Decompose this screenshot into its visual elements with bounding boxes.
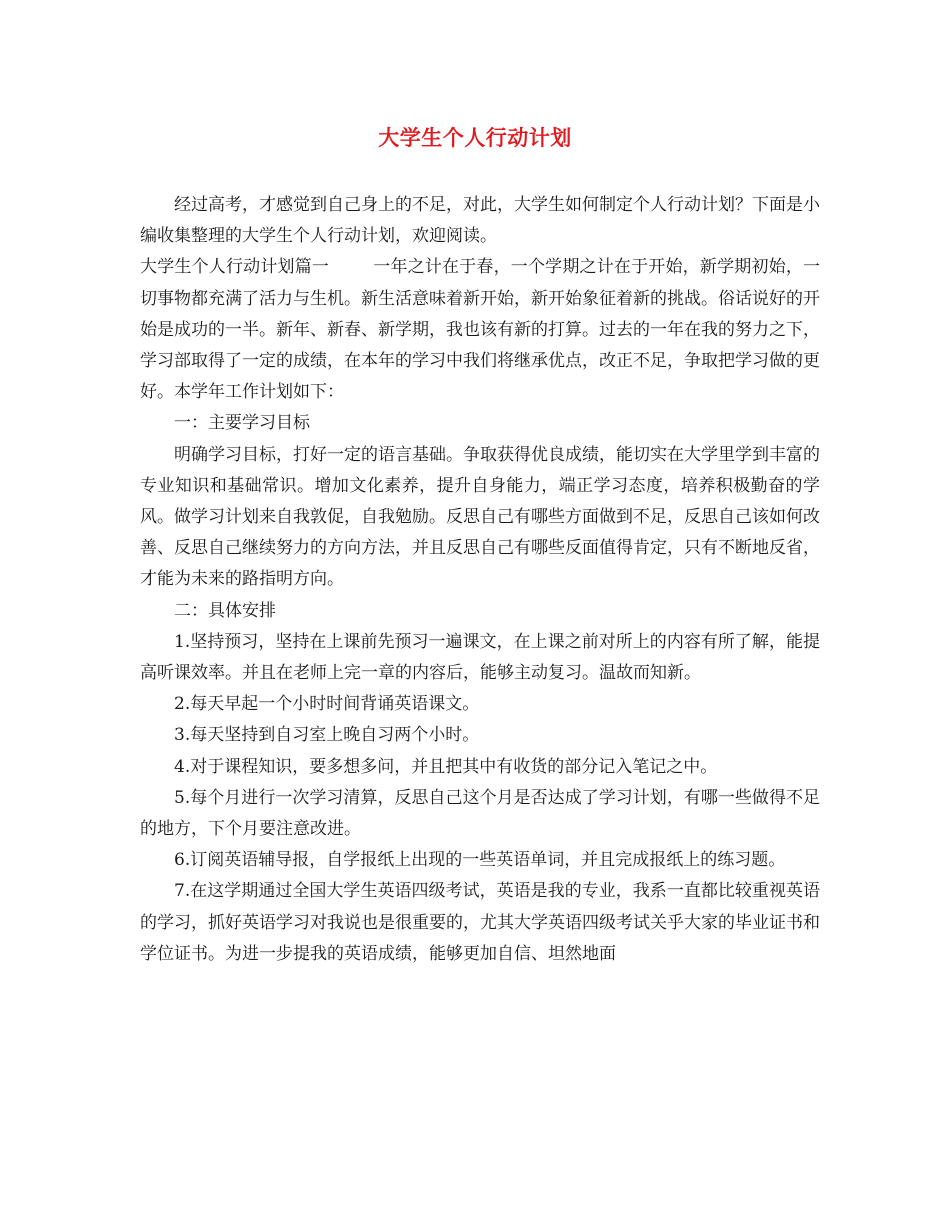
document-title: 大学生个人行动计划 <box>378 125 572 150</box>
heading-goals: 一：主要学习目标 <box>174 413 310 434</box>
section-heading: 大学生个人行动计划篇一 <box>140 257 330 278</box>
goal-paragraph: 明确学习目标，打好一定的语言基础。争取获得优良成绩，能切实在大学里学到丰富的专业知识和基础常识。增加文化素养，提升自身能力，端正学习态度，培养积极勤奋的学风。做学习计划来自我敦促，自我勉励。反思自己有哪些方面做到不足，反思自己该如何改善、反思自己继续努力的方向方法，并且反思自己有哪些反面值得肯定，只有不断地反省，才能为未来的路指明方向。 <box>140 444 820 590</box>
document-body <box>140 190 820 970</box>
intro-paragraph: 经过高考，才感觉到自己身上的不足，对此，大学生如何制定个人行动计划？下面是小编收集整理的大学生个人行动计划，欢迎阅读。 <box>140 195 820 247</box>
list-item: 7.在这学期通过全国大学生英语四级考试，英语是我的专业，我系一直都比较重视英语的学习，抓好英语学习对我说也是很重要的，尤其大学英语四级考试关乎大家的毕业证书和学位证书。为进一步提我的英语成绩，能够更加自信、坦然地面 <box>140 881 820 964</box>
list-item: 1.坚持预习，坚持在上课前先预习一遍课文，在上课之前对所上的内容有所了解，能提高听课效率。并且在老师上完一章的内容后，能够主动复习。温故而知新。 <box>140 631 820 684</box>
list-item: 4.对于课程知识，要多想多问，并且把其中有收货的部分记入笔记之中。 <box>174 756 718 777</box>
list-item: 3.每天坚持到自习室上晚自习两个小时。 <box>174 725 480 746</box>
list-item: 2.每天早起一个小时时间背诵英语课文。 <box>174 694 480 715</box>
heading-arrangement: 二：具体安排 <box>174 600 276 621</box>
list-item: 5.每个月进行一次学习清算，反思自己这个月是否达成了学习计划，有哪一些做得不足的地方，下个月要注意改进。 <box>140 787 820 840</box>
section-body: 一年之计在于春，一个学期之计在于开始，新学期初始，一切事物都充满了活力与生机。新生活意味着新开始，新开始象征着新的挑战。俗话说好的开始是成功的一半。新年、新春、新学期，我也该有新的打算。过去的一年在我的努力之下，学习部取得了一定的成绩，在本年的学习中我们将继承优点，改正不足，争取把学习做的更好。本学年工作计划如下： <box>140 257 821 403</box>
section-paragraph <box>140 252 820 408</box>
list-item: 6.订阅英语辅导报，自学报纸上出现的一些英语单词，并且完成报纸上的练习题。 <box>174 850 786 871</box>
